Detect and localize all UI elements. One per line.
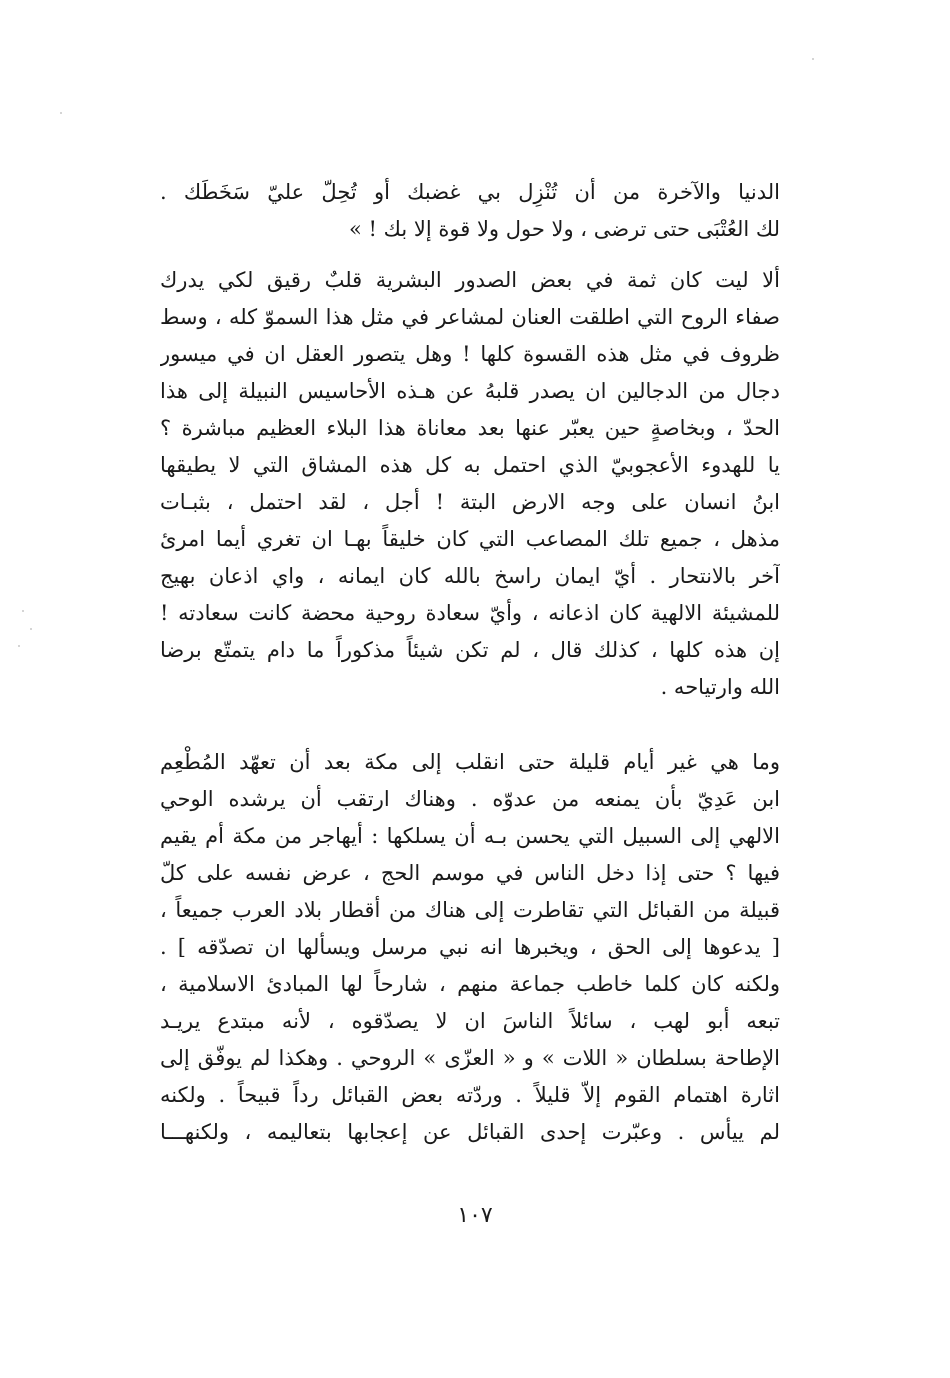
- text-line: فيها ؟ حتى إذا دخل الناس في موسم الحج ، عرض نفسه على كلّ: [160, 861, 780, 885]
- page-number: ١٠٧: [457, 1203, 493, 1228]
- paragraph-continuation: [160, 174, 780, 248]
- text-line: ولكنه كان كلما خاطب جماعة منهم ، شارحاً لها المبادئ الاسلامية ،: [160, 972, 780, 996]
- text-line: آخر بالانتحار . أيّ ايمان راسخ بالله كان ايمانه ، واي اذعان بهيج: [160, 564, 780, 588]
- text-line: صفاء الروح التي اطلقت العنان لمشاعر في مثل هذا السموّ كله ، وسط: [160, 305, 780, 329]
- text-line: وما هي غير أيام قليلة حتى انقلب إلى مكة بعد أن تعهّد المُطْعِم: [160, 750, 780, 774]
- text-line: الدنيا والآخرة من أن تُنْزِل بي غضبك أو تُحِلّ عليّ سَخَطَك .: [160, 180, 780, 204]
- scan-speck: [22, 610, 24, 612]
- text-line: مذهل ، جميع تلك المصاعب التي كان خليقاً بهـا ان تغري أيما امرئ: [160, 527, 780, 551]
- paragraph: [160, 744, 780, 1151]
- text-line: الإطاحة بسلطان « اللات » و « العزّى » الروحي . وهكذا لم يوفّق إلى: [160, 1046, 780, 1070]
- text-line: دجال من الدجالين ان يصدر قلبهُ عن هـذه الأحاسيس النبيلة إلى هذا: [160, 379, 780, 403]
- text-line: ظروف في مثل هذه القسوة كلها ! وهل يتصور العقل ان في ميسور: [160, 342, 780, 366]
- text-line: لم ييأس . وعبّرت إحدى القبائل عن إعجابها بتعاليمه ، ولكنهـــا: [160, 1120, 780, 1144]
- text-line: لك العُتْبَى حتى ترضى ، ولا حول ولا قوة إلا بك ! »: [349, 217, 780, 241]
- text-line: الله وارتياحه .: [660, 675, 780, 699]
- scan-speck: [60, 112, 62, 114]
- text-line: يا للهدوء الأعجوبيّ الذي احتمل به كل هذه المشاق التي لا يطيقها: [160, 453, 780, 477]
- text-line: [ يدعوها إلى الحق ، ويخبرها انه نبي مرسل ويسألها ان تصدّقه ] .: [160, 935, 780, 959]
- text-line: للمشيئة الالهية كان اذعانه ، وأيّ سعادة روحية محضة كانت سعادته !: [160, 601, 780, 625]
- scan-speck: [30, 628, 32, 630]
- text-line: إن هذه كلها ، كذلك قال ، لم تكن شيئاً مذكوراً ما دام يتمتّع برضا: [160, 638, 780, 662]
- text-line: الحدّ ، وبخاصةٍ حين يعبّر عنها بعد معاناة هذا البلاء العظيم مباشرة ؟: [160, 416, 780, 440]
- text-line: ابن عَدِيّ بأن يمنعه من عدوّه . وهناك ارتقب أن يرشده الوحي: [160, 787, 780, 811]
- paragraph: [160, 262, 780, 706]
- text-line: ابنُ انسان على وجه الارض البتة ! أجل ، لقد احتمل ، بثبـات: [160, 490, 780, 514]
- scan-speck: [812, 58, 814, 60]
- text-line: ألا ليت كان ثمة في بعض الصدور البشرية قلبٌ رقيق لكي يدرك: [160, 268, 780, 292]
- text-line: اثارة اهتمام القوم إلاّ قليلاً . وردّته بعض القبائل رداً قبيحاً . ولكنه: [160, 1083, 780, 1107]
- scan-speck: [18, 645, 20, 647]
- text-line: تبعه أبو لهب ، سائلاً الناسَ ان لا يصدّقوه ، لأنه مبتدع يريـد: [160, 1009, 780, 1033]
- text-line: قبيلة من القبائل التي تقاطرت إلى هناك من أقطار بلاد العرب جميعاً ،: [160, 898, 780, 922]
- text-line: الالهي إلى السبيل التي يحسن بـه أن يسلكها : أيهاجر من مكة أم يقيم: [160, 824, 780, 848]
